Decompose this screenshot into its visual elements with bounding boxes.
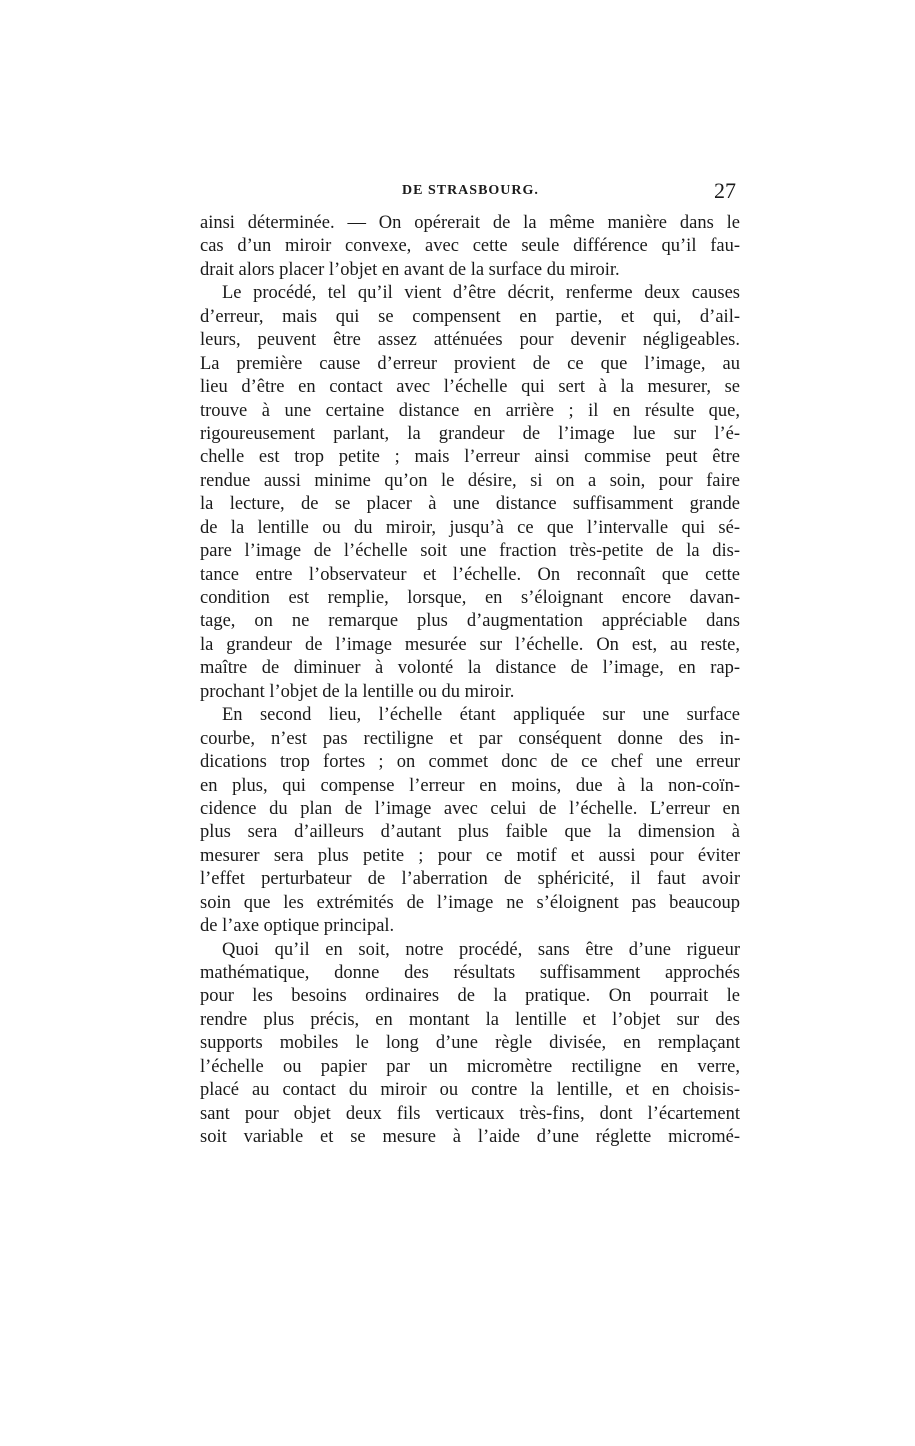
text-line: mathématique, donne des résultats suffisamment approchés	[200, 963, 740, 983]
text-line: pour les besoins ordinaires de la pratique. On pourrait le	[200, 986, 740, 1007]
text-line: chelle est trop petite ; mais l’erreur ainsi commise peut être	[200, 447, 740, 468]
text-line: Quoi qu’il en soit, notre procédé, sans être d’une rigueur	[222, 939, 740, 960]
text-line: En second lieu, l’échelle étant appliquée sur une surface	[222, 705, 740, 726]
text-line: sant pour objet deux fils verticaux très-fins, dont l’écartement	[200, 1103, 740, 1124]
body-text	[200, 212, 740, 1150]
text-line: trouve à une certaine distance en arrière ; il en résulte que,	[200, 400, 740, 421]
text-line: drait alors placer l’objet en avant de la surface du miroir.	[200, 259, 620, 280]
text-line: La première cause d’erreur provient de ce que l’image, au	[200, 353, 740, 374]
text-line: maître de diminuer à volonté la distance de l’image, en rap-	[200, 658, 740, 679]
text-line: rendue aussi minime qu’on le désire, si on a soin, pour faire	[200, 470, 740, 491]
text-line: la lecture, de se placer à une distance suffisamment grande	[200, 494, 740, 515]
text-line: placé au contact du miroir ou contre la lentille, et en choisis-	[200, 1080, 740, 1101]
text-line: cidence du plan de l’image avec celui de l’échelle. L’erreur en	[200, 798, 740, 819]
text-line: Le procédé, tel qu’il vient d’être décrit, renferme deux causes	[222, 283, 740, 304]
text-line: cas d’un miroir convexe, avec cette seule différence qu’il fau-	[200, 236, 740, 257]
text-line: de l’axe optique principal.	[200, 916, 395, 937]
text-line: courbe, n’est pas rectiligne et par conséquent donne des in-	[200, 728, 740, 749]
text-line: la grandeur de l’image mesurée sur l’échelle. On est, au reste,	[200, 634, 740, 655]
page-number: 27	[714, 178, 736, 203]
text-line: lieu d’être en contact avec l’échelle qui sert à la mesurer, se	[200, 377, 740, 398]
text-line: condition est remplie, lorsque, en s’éloignant encore davan-	[200, 588, 740, 608]
text-line: tage, on ne remarque plus d’augmentation appréciable dans	[200, 611, 740, 632]
text-line: de la lentille ou du miroir, jusqu’à ce que l’intervalle qui sé-	[200, 517, 740, 538]
text-line: en plus, qui compense l’erreur en moins, due à la non-coïn-	[200, 775, 740, 796]
text-line: leurs, peuvent être assez atténuées pour devenir négligeables.	[200, 330, 740, 351]
text-line: rendre plus précis, en montant la lentille et l’objet sur des	[200, 1009, 740, 1030]
text-line: soit variable et se mesure à l’aide d’une réglette micromé-	[200, 1127, 740, 1148]
text-line: plus sera d’ailleurs d’autant plus faible que la dimension à	[200, 822, 740, 843]
running-title: DE STRASBOURG.	[402, 183, 539, 198]
text-line: mesurer sera plus petite ; pour ce motif et aussi pour éviter	[200, 845, 740, 866]
text-line: l’effet perturbateur de l’aberration de sphéricité, il faut avoir	[200, 869, 740, 890]
page-header	[200, 178, 740, 208]
text-line: d’erreur, mais qui se compensent en partie, et qui, d’ail-	[200, 306, 740, 327]
text-line: dications trop fortes ; on commet donc de ce chef une erreur	[200, 752, 740, 773]
text-line: supports mobiles le long d’une règle divisée, en remplaçant	[200, 1033, 740, 1054]
text-line: l’échelle ou papier par un micromètre rectiligne en verre,	[200, 1056, 740, 1077]
text-line: ainsi déterminée. — On opérerait de la même manière dans le	[200, 213, 740, 233]
text-line: tance entre l’observateur et l’échelle. On reconnaît que cette	[200, 564, 740, 585]
text-line: soin que les extrémités de l’image ne s’éloignent pas beaucoup	[200, 892, 740, 913]
text-line: rigoureusement parlant, la grandeur de l’image lue sur l’é-	[200, 423, 740, 444]
text-line: prochant l’objet de la lentille ou du miroir.	[200, 681, 515, 702]
text-line: pare l’image de l’échelle soit une fraction très-petite de la dis-	[200, 541, 740, 562]
